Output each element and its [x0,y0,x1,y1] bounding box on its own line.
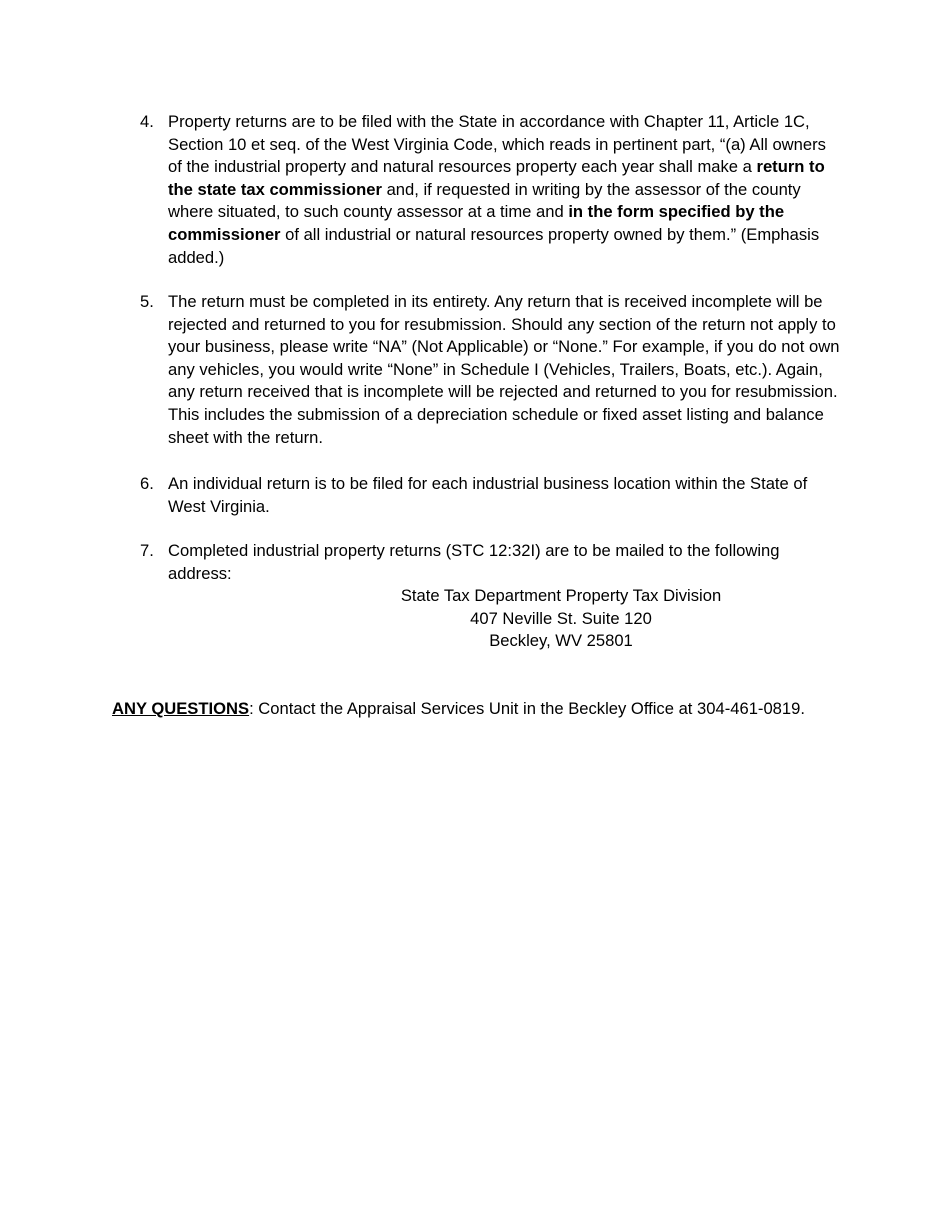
address-line-1: State Tax Department Property Tax Division [400,586,722,605]
list-item-number: 6. [140,474,154,493]
list-item-text [168,473,840,518]
text-segment: of all industrial or natural resources property owned by them.” (Emphasis added.) [168,224,820,267]
list-item-number: 4. [140,112,154,131]
address-line-3: Beckley, WV 25801 [489,631,633,651]
address-line-2: 407 Neville St. Suite 120 [470,608,652,628]
list-item-number: 5. [140,292,154,311]
list-item-number: 7. [140,541,154,560]
list-item-text [168,540,840,585]
questions-text: : Contact the Appraisal Services Unit in the Beckley Office at 304-461-0819. [249,699,805,718]
list-item-text [168,111,840,269]
text-segment: and, if requested in writing by the assessor of the county where situated, to such county assessor at a time and [168,179,801,222]
text-segment: Property returns are to be filed with the State in accordance with Chapter 11, Article 1C, Section 10 et seq. of the West Virginia Code, which reads in pertinent part, “(a) All owners of the industrial property and natural resources property each year shall make a [168,112,826,177]
text-segment: An individual return is to be filed for each industrial business location within the State of West Virginia. [168,474,808,516]
bold-text-segment: in the form specified by the commissioner [168,202,785,244]
questions-contact [112,698,805,721]
text-segment: Completed industrial property returns (STC 12:32I) are to be mailed to the following address: [168,541,780,583]
mailing-address [380,585,742,653]
questions-heading: ANY QUESTIONS [112,699,250,718]
list-item-text [168,291,840,449]
text-segment: The return must be completed in its entirety. Any return that is received incomplete will be rejected and returned to you for resubmission. Should any section of the return not apply to your business, please write “NA” (Not Applicable) or “None.” For example, if you do not own any vehicles, you would write “None” in Schedule I (Vehicles, Trailers, Boats, etc.). Again, any return received that is incomplete will be rejected and returned to you for resubmission. This includes the submission of a depreciation schedule or fixed asset listing and balance sheet with the return. [168,292,840,447]
bold-text-segment: return to the state tax commissioner [168,157,825,199]
